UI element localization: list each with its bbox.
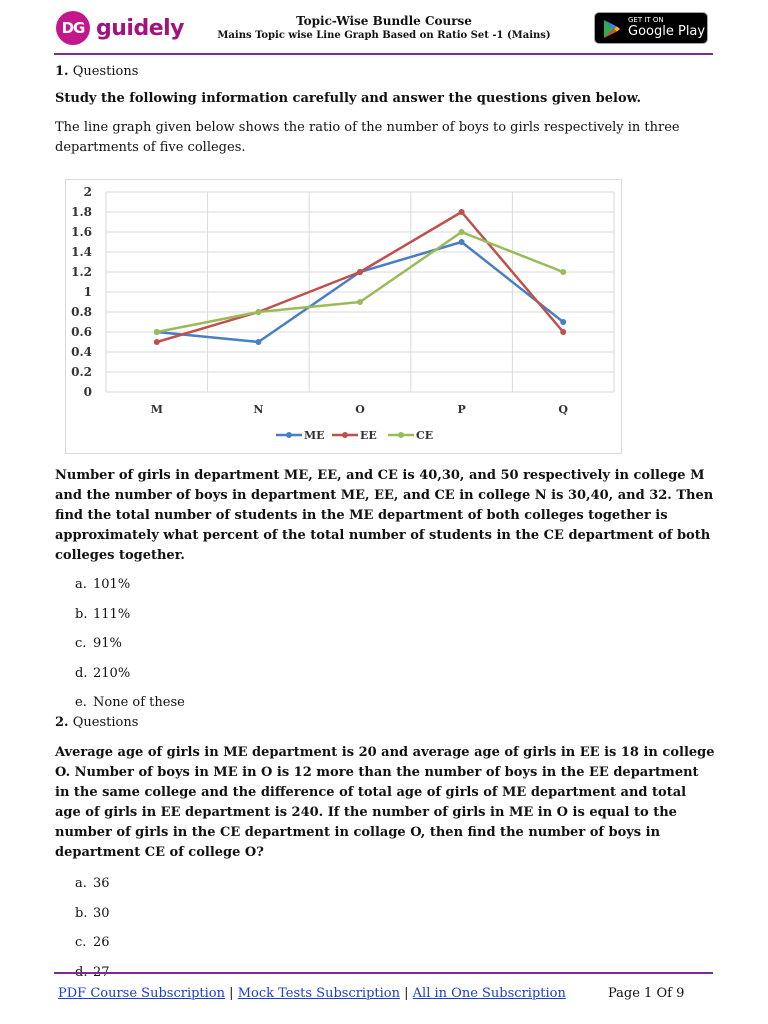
question-2-text: Average age of girls in ME department is 20 and average age of girls in EE is 18 in college O. Number of boys in ME in O is 12 more than the number of boys in the EE department in the same college and the difference of total age of girls of ME department and total age of girls in EE department is 240. If the number of girls in ME in O is equal to the number of girls in the CE department in collage O, then find the number of boys in department CE of college O? [55,745,715,860]
question-1-label: Questions [72,64,139,79]
data-point-ee [459,209,465,215]
google-play-icon [603,19,621,39]
x-tick-label: Q [558,403,568,416]
question-2 [55,715,715,994]
question-1-heading [55,64,715,79]
x-tick-label: P [457,403,466,416]
legend-marker-ce [398,432,404,438]
option-b[interactable] [75,906,715,936]
question-2-heading [55,715,715,730]
y-tick-label: 1 [83,285,92,299]
question-2-label: Questions [72,715,139,730]
footer-separator: | [229,986,234,1001]
logo-badge: DG [56,11,90,45]
logo-text: guidely [96,15,185,41]
line-chart [65,179,622,454]
data-point-ce [154,329,160,335]
option-a[interactable] [75,577,715,607]
y-tick-label: 0.4 [71,345,92,359]
header-center [200,14,568,42]
y-tick-label: 0.2 [71,365,92,379]
footer-divider [54,972,713,974]
data-point-ce [459,229,465,235]
guidely-logo[interactable] [56,11,184,45]
x-tick-label: M [150,403,163,416]
header-subtitle: Mains Topic wise Line Graph Based on Ratio Set -1 (Mains) [217,30,551,41]
page-number: Page 1 Of 9 [608,986,685,1001]
legend-label-ce: CE [416,429,434,442]
option-letter: e. [75,695,87,710]
google-play-badge[interactable] [594,12,708,44]
data-point-ce [357,299,363,305]
option-c[interactable] [75,935,715,965]
legend-label-ee: EE [360,429,377,442]
option-b[interactable] [75,607,715,637]
footer-separator: | [404,986,409,1001]
header-divider [54,53,713,55]
legend-marker-me [286,432,292,438]
option-letter: b. [75,606,88,622]
data-point-me [459,239,465,245]
option-a[interactable] [75,876,715,906]
y-tick-label: 0.6 [71,325,92,339]
question-1-instruction: Study the following information carefully and answer the questions given below. [55,91,642,106]
gplay-small-text: GET IT ON [628,16,664,24]
data-point-me [255,339,261,345]
legend-marker-ee [342,432,348,438]
pdf-course-subscription-link[interactable]: PDF Course Subscription [58,986,226,1001]
y-tick-label: 1.8 [71,205,92,219]
data-point-ce [255,309,261,315]
gplay-big-text: Google Play [628,24,706,39]
y-tick-label: 1.6 [71,225,92,239]
header-title: Topic-Wise Bundle Course [296,14,472,28]
all-in-one-subscription-link[interactable]: All in One Subscription [412,986,566,1001]
option-text: None of these [93,695,185,710]
option-text: 36 [93,876,110,891]
option-text: 210% [93,665,131,681]
option-text: 26 [93,935,110,950]
y-tick-label: 2 [83,185,92,199]
data-point-ce [560,269,566,275]
y-tick-label: 0.8 [71,305,92,319]
legend-label-me: ME [304,429,325,442]
data-point-me [560,319,566,325]
y-tick-label: 0 [83,385,92,399]
data-point-ee [560,329,566,335]
question-2-options [55,876,715,994]
line-chart-svg [66,180,623,455]
option-d[interactable] [75,666,715,696]
question-1-number: 1. [55,64,69,79]
option-letter: a. [75,876,87,891]
x-tick-label: N [253,403,264,416]
x-tick-label: O [355,403,365,416]
question-1-body [55,466,715,725]
question-2-number: 2. [55,715,69,730]
option-letter: c. [75,636,87,651]
series-line-ce [157,232,563,332]
question-1-options [55,577,715,725]
mock-tests-subscription-link[interactable]: Mock Tests Subscription [237,986,400,1001]
page-header [0,0,768,56]
option-letter: d. [75,665,88,681]
option-letter: c. [75,935,87,950]
page-footer [58,986,688,1001]
question-1-text: Number of girls in department ME, EE, and CE is 40,30, and 50 respectively in college M and the number of boys in department ME, EE, and CE in college N is 30,40, and 32. Then find the total number of students in the ME department of both colleges together is approximately what percent of the total number of students in the CE department of both colleges together. [55,468,714,563]
y-tick-label: 1.2 [71,265,92,279]
data-point-ee [154,339,160,345]
option-text: 101% [93,577,131,592]
question-1-intro [55,64,715,158]
y-tick-label: 1.4 [71,245,92,259]
option-text: 91% [93,636,122,651]
option-text: 111% [93,606,131,622]
option-letter: b. [75,905,88,921]
option-letter: a. [75,577,87,592]
option-c[interactable] [75,636,715,666]
question-1-intro-text: The line graph given below shows the ratio of the number of boys to girls respectively in three departments of five colleges. [55,120,680,155]
data-point-ee [357,269,363,275]
option-text: 30 [93,905,110,921]
